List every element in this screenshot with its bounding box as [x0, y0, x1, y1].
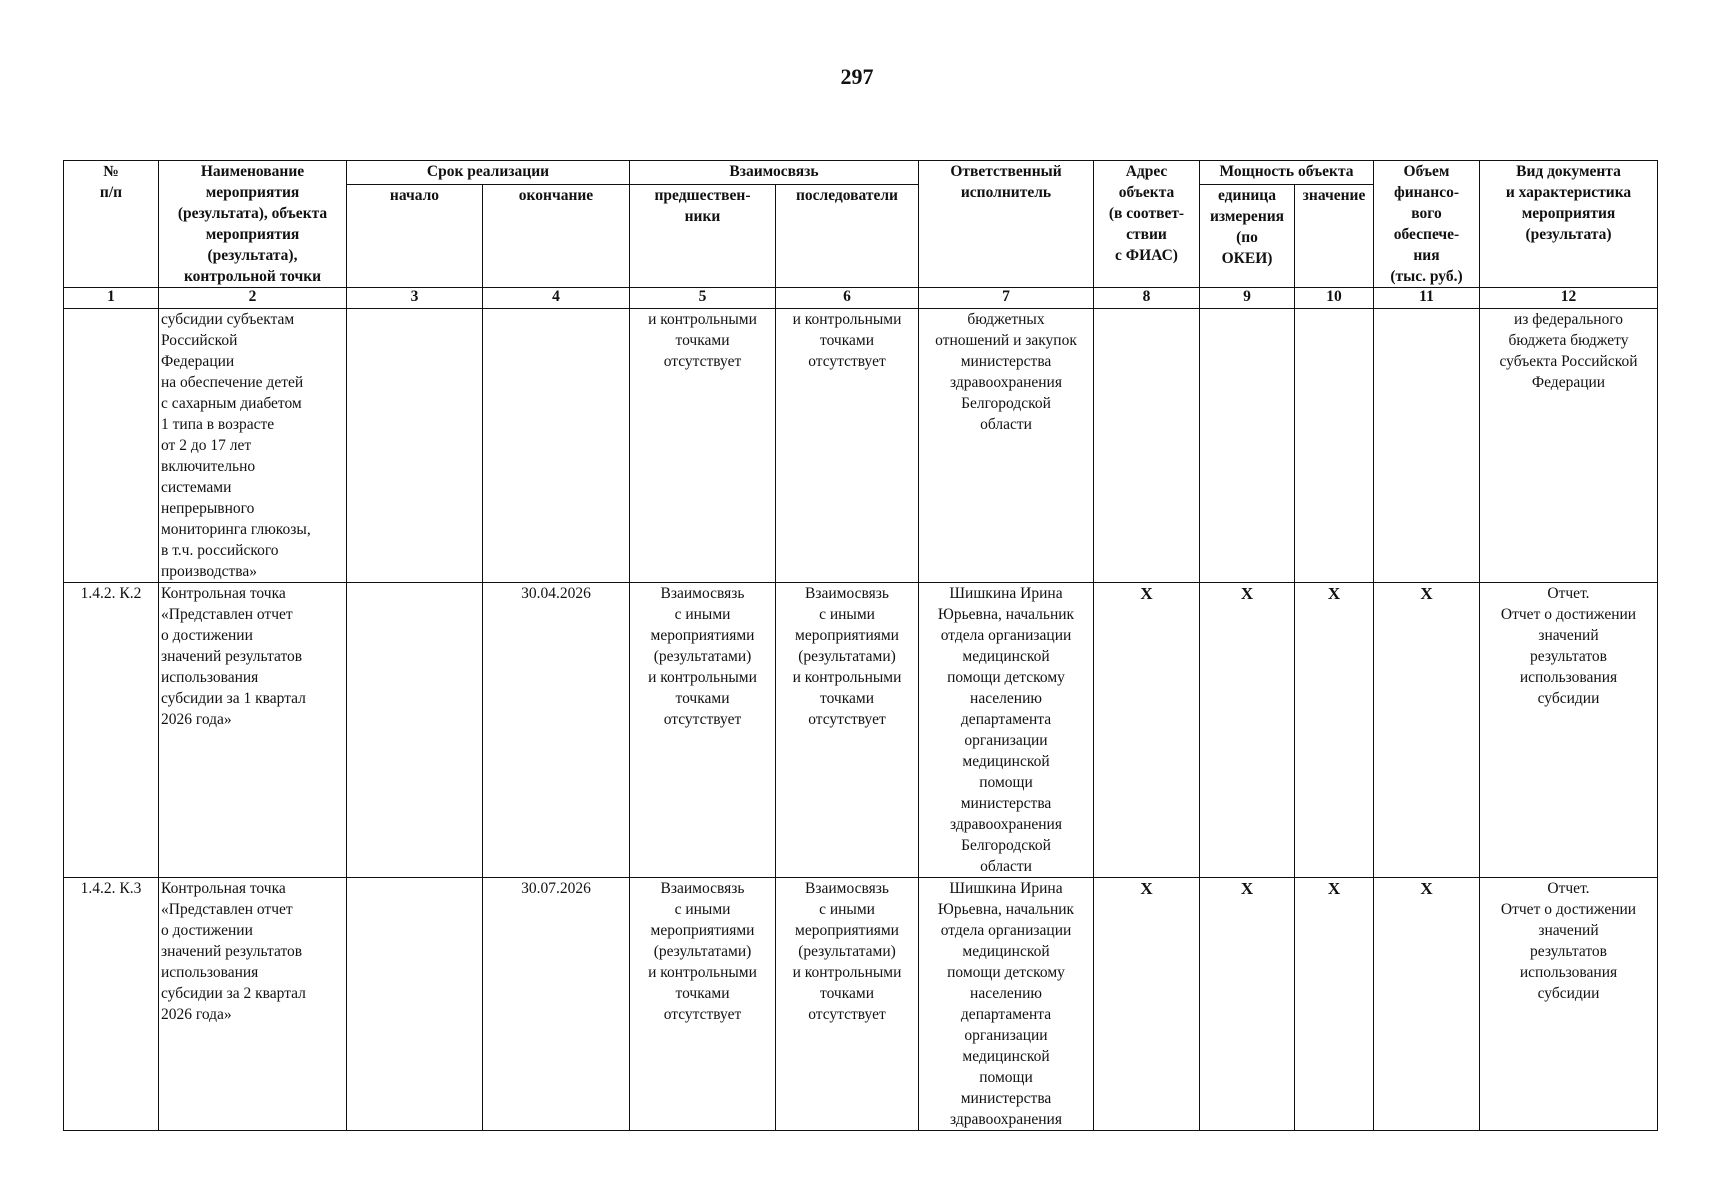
header-relation-prev: предшествен- ники	[630, 184, 776, 287]
column-number: 4	[483, 288, 630, 309]
column-number: 10	[1295, 288, 1374, 309]
row-next: и контрольными точками отсутствует	[776, 309, 919, 583]
table-row	[64, 583, 1658, 878]
row-address: X	[1094, 583, 1200, 878]
header-relation: Взаимосвязь	[630, 161, 919, 185]
row-name: субсидии субъектам Российской Федерации на обеспечение детей с сахарным диабетом 1 типа в возрасте от 2 до 17 лет включительно системами непрерывного мониторинга глюкозы, в т.ч. российского производства»	[159, 309, 347, 583]
row-responsible: Шишкина Ирина Юрьевна, начальник отдела организации медицинской помощи детскому населению департамента организации медицинской помощи министерства здравоохранения	[919, 878, 1094, 1131]
row-next: Взаимосвязь с иными мероприятиями (результатами) и контрольными точками отсутствует	[776, 878, 919, 1131]
row-unit: X	[1200, 878, 1295, 1131]
header-name: Наименование мероприятия (результата), объекта мероприятия (результата), контрольной точки	[159, 161, 347, 288]
column-number: 12	[1480, 288, 1658, 309]
table-row	[64, 878, 1658, 1131]
row-value: X	[1295, 878, 1374, 1131]
column-number: 9	[1200, 288, 1295, 309]
column-number: 3	[347, 288, 483, 309]
header-doc: Вид документа и характеристика мероприятия (результата)	[1480, 161, 1658, 288]
column-number: 2	[159, 288, 347, 309]
column-number: 6	[776, 288, 919, 309]
row-funding: X	[1374, 583, 1480, 878]
row-start	[347, 583, 483, 878]
header-funding: Объем финансо- вого обеспече- ния (тыс. руб.)	[1374, 161, 1480, 288]
plan-table	[63, 160, 1658, 1131]
row-address: X	[1094, 878, 1200, 1131]
row-prev: Взаимосвязь с иными мероприятиями (результатами) и контрольными точками отсутствует	[630, 583, 776, 878]
row-unit: X	[1200, 583, 1295, 878]
header-relation-next: последователи	[776, 184, 919, 287]
table-row	[64, 309, 1658, 583]
row-funding: X	[1374, 878, 1480, 1131]
row-name: Контрольная точка «Представлен отчет о достижении значений результатов использования субсидии за 1 квартал 2026 года»	[159, 583, 347, 878]
row-address	[1094, 309, 1200, 583]
column-number: 8	[1094, 288, 1200, 309]
row-num	[64, 309, 159, 583]
row-doc: Отчет. Отчет о достижении значений результатов использования субсидии	[1480, 583, 1658, 878]
header-num: № п/п	[64, 161, 159, 288]
row-start	[347, 309, 483, 583]
row-funding	[1374, 309, 1480, 583]
header-capacity-unit: единица измерения (по ОКЕИ)	[1200, 184, 1295, 287]
column-number: 1	[64, 288, 159, 309]
header-period-start: начало	[347, 184, 483, 287]
table-header	[64, 161, 1658, 309]
row-name: Контрольная точка «Представлен отчет о достижении значений результатов использования субсидии за 2 квартал 2026 года»	[159, 878, 347, 1131]
row-value	[1295, 309, 1374, 583]
row-start	[347, 878, 483, 1131]
row-prev: Взаимосвязь с иными мероприятиями (результатами) и контрольными точками отсутствует	[630, 878, 776, 1131]
row-end	[483, 309, 630, 583]
page-number: 297	[840, 64, 874, 89]
header-period: Срок реализации	[347, 161, 630, 185]
row-num: 1.4.2. К.2	[64, 583, 159, 878]
row-prev: и контрольными точками отсутствует	[630, 309, 776, 583]
row-num: 1.4.2. К.3	[64, 878, 159, 1131]
row-next: Взаимосвязь с иными мероприятиями (результатами) и контрольными точками отсутствует	[776, 583, 919, 878]
row-end: 30.04.2026	[483, 583, 630, 878]
header-capacity: Мощность объекта	[1200, 161, 1374, 185]
row-value: X	[1295, 583, 1374, 878]
header-address: Адрес объекта (в соответ- ствии с ФИАС)	[1094, 161, 1200, 288]
row-end: 30.07.2026	[483, 878, 630, 1131]
row-responsible: бюджетных отношений и закупок министерства здравоохранения Белгородской области	[919, 309, 1094, 583]
row-responsible: Шишкина Ирина Юрьевна, начальник отдела организации медицинской помощи детскому населению департамента организации медицинской помощи министерства здравоохранения Белгородской области	[919, 583, 1094, 878]
column-number: 5	[630, 288, 776, 309]
row-doc: Отчет. Отчет о достижении значений результатов использования субсидии	[1480, 878, 1658, 1131]
column-number: 7	[919, 288, 1094, 309]
header-capacity-value: значение	[1295, 184, 1374, 287]
row-unit	[1200, 309, 1295, 583]
column-number: 11	[1374, 288, 1480, 309]
header-period-end: окончание	[483, 184, 630, 287]
header-responsible: Ответственный исполнитель	[919, 161, 1094, 288]
row-doc: из федерального бюджета бюджету субъекта Российской Федерации	[1480, 309, 1658, 583]
